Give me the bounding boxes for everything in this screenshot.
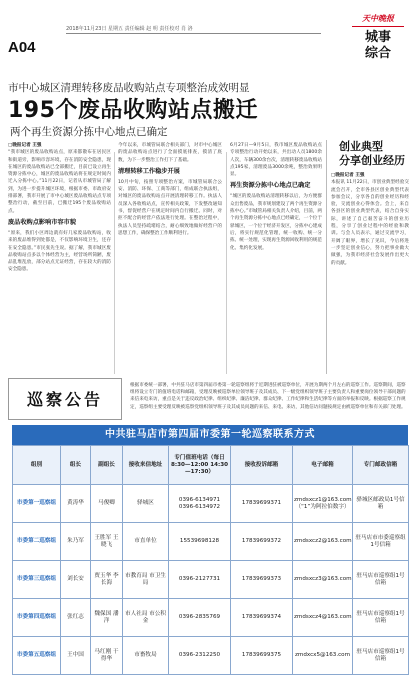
leader-cell: 朱乃军	[61, 523, 91, 561]
notice-title-box	[8, 378, 122, 420]
article-paragraph: 今年以来，市城管局联合相关部门，对市中心城区的废品收购站点进行了全面摸底排查，摸清了底数，为下一步整治工作打下了基础。	[118, 143, 222, 163]
logo-divider	[352, 26, 404, 27]
column-name-line2: 综合	[364, 46, 391, 61]
table-row	[13, 485, 409, 523]
header-info: 2018年11月23日 星期五 责任编辑 赵 明 责任校对 肖 洛	[66, 26, 193, 32]
email-cell[interactable]: zmdsxcz1@163.com（“1”为阿拉伯数字）	[293, 485, 353, 523]
address-cell: 市直单位	[123, 523, 169, 561]
column-header: 组长	[61, 446, 91, 485]
email-cell[interactable]: zmdsxcz2@163.com	[293, 523, 353, 561]
report-cell: 17839699375	[231, 637, 293, 675]
column-name-line1: 城事	[364, 30, 391, 45]
mailbox-cell: 驻马店市巡察组1号信箱	[353, 561, 409, 599]
column-header: 电子邮箱	[293, 446, 353, 485]
mailbox-cell: 驻马店市市委巡察组1号信箱	[353, 523, 409, 561]
report-cell: 17839699372	[231, 523, 293, 561]
logo-brand: 天中晚报	[362, 13, 394, 23]
notice-title: 巡察公告	[26, 390, 103, 409]
mailbox-cell: 驿城区邮政局1号信箱	[353, 485, 409, 523]
leader-cell: 黄涛华	[61, 485, 91, 523]
column-header: 接收投诉邮箱	[231, 446, 293, 485]
leader-cell: 张红志	[61, 599, 91, 637]
article-byline: □晚报记者 王强	[8, 143, 42, 148]
article-paragraph: “我市城区的废品收购站点，原来都散布在居民区和街道旁，影响市容环境，存在消防安全隐患，现在城区的废品收购站已全部搬迁，目前已设立再生资源分拣中心，城区的废品收购站将在规定时间内迁入分拣中心。”11月22日，记者从市城管局了解到，为进一步提升城区环境，根据市委、市政府安排部署，我市开展了市中心城区废品收购站点专项整治行动，截至目前，已搬迁195个废品收购站点。	[8, 150, 111, 214]
column-header: 专门值班电话（每日8:30—12:00 14:30—17:30）	[169, 446, 231, 485]
table-header-row	[13, 446, 409, 485]
section-heading: 清理转移工作稳步开展	[118, 167, 180, 175]
section-heading: 再生资源分拣中心地点已确定	[230, 182, 311, 190]
address-cell: 驿城区	[123, 485, 169, 523]
deputy-cell: 贾玉华 李长海	[91, 561, 123, 599]
deputy-cell: 王胜军 王晓飞	[91, 523, 123, 561]
group-cell: 市委第三巡察组	[13, 561, 61, 599]
side-article-body	[331, 172, 409, 374]
contact-table	[12, 445, 409, 675]
phone-cell: 0396-6134971 0396-6134972	[169, 485, 231, 523]
side-paragraph: 本报讯 11月22日，市创业典型经验交流会召开，全市各县区创业典型代表参加会议，分享各自的创业经历和经验，交流创业心得体会。会上，来自各县区的创业典型代表，结合自身实际，讲述了自己艰苦奋斗的创业历程，分享了创业过程中的经验和教训。与会人员表示，通过交流学习，开阔了眼界，增长了见识，今后将进一步坚定创业信心，努力把事业做大做强，为我市经济社会发展作出更大的贡献。	[331, 180, 409, 266]
column-divider	[226, 152, 227, 374]
table-row	[13, 561, 409, 599]
leader-cell: 刘长安	[61, 561, 91, 599]
address-cell: 市教育局 市卫生局	[123, 561, 169, 599]
article-paragraph: 10月中旬，按照专项整治方案，市城管局联合公安、消防、环保、工商等部门，组成联合执法组，对城区的废品收购站点开展清理转移工作。执法人员深入各收购站点，宣传相关政策，下发整改通知书，督促经营户在规定时间内自行搬迁。同时，对拒不配合的经营户依法进行处理。在整治过程中，执法人员坚持疏堵结合，耐心细致地做好经营户的思想工作，确保整治工作顺利进行。	[118, 179, 222, 236]
group-cell: 市委第四巡察组	[13, 599, 61, 637]
article-paragraph: 6月27日—9月5日，我市城区废品收购站点专项整治行动开始以来，共出动人员1800余人次，车辆300余台次，清理转移废品收购站点195家，清理废品3000余吨，整治效果明显。	[230, 143, 322, 178]
report-cell: 17839699371	[231, 485, 293, 523]
phone-cell: 15539698128	[169, 523, 231, 561]
article-paragraph: “城区的废品收购站清理转移以后，为方便群众出售废品，我市规划建设了两个再生资源分拣中心。”市城管局相关负责人介绍，目前，两个再生资源分拣中心地点已经确定，一个位于驿城区，一个位于经济开发区，分拣中心建成后，将实行规范化管理，统一收购、统一分拣、统一处理，实现再生资源回收利用的规范化、集约化发展。	[230, 194, 322, 251]
column-divider	[326, 140, 327, 374]
side-byline: □晚报记者 王强	[331, 173, 365, 178]
section-heading: 废品收购点影响市容市貌	[8, 218, 77, 226]
deputy-cell: 马俊卿	[91, 485, 123, 523]
article-column-3	[230, 142, 322, 374]
mailbox-cell: 驻马店市巡察组1号信箱	[353, 599, 409, 637]
table-row	[13, 637, 409, 675]
table-row	[13, 523, 409, 561]
email-cell[interactable]: zmdsxcz4@163.com	[293, 599, 353, 637]
column-header: 副组长	[91, 446, 123, 485]
notice-text: 根据市委统一部署，中共驻马店市第四届市委第一轮巡察组将于近期进驻被巡察单位，开展为期两个月左右的巡察工作。巡察期间，巡察组将设立专门的值班电话和邮箱，受理反映被巡察单位领导班子及其成员、下一级党组织领导班子主要负责人和重要岗位领导干部问题的来信来电来访，重点是关于违反政治纪律、组织纪律、廉洁纪律、群众纪律、工作纪律和生活纪律等方面的举报和反映。根据巡察工作规定，巡察组主要受理反映被巡察党组织领导班子及其成员问题的来信、来电、来访，其他信访问题按规定由被巡察单位和有关部门处理。	[130, 383, 406, 410]
column-header: 专门邮政信箱	[353, 446, 409, 485]
email-cell[interactable]: zmdxcx5@163.com	[293, 637, 353, 675]
address-cell: 市人社局 市公积金	[123, 599, 169, 637]
email-cell[interactable]: zmdsxcz3@163.com	[293, 561, 353, 599]
report-cell: 17839699374	[231, 599, 293, 637]
phone-cell: 0396-2127731	[169, 561, 231, 599]
side-title-line2: 分享创业经历	[339, 154, 405, 167]
leader-cell: 王中国	[61, 637, 91, 675]
group-cell: 市委第二巡察组	[13, 523, 61, 561]
headline: 195个废品收购站点搬迁	[8, 98, 258, 123]
page-number: A04	[8, 39, 36, 56]
address-cell: 市畜牧局	[123, 637, 169, 675]
column-header: 组别	[13, 446, 61, 485]
article-column-2	[118, 142, 222, 374]
group-cell: 市委第一巡察组	[13, 485, 61, 523]
mailbox-cell: 驻马店市巡察组1号信箱	[353, 637, 409, 675]
phone-cell: 0396-2312250	[169, 637, 231, 675]
kicker: 市中心城区清理转移废品收购站点专项整治成效明显	[8, 82, 250, 94]
side-article-title	[339, 140, 405, 168]
column-divider	[114, 152, 115, 374]
deputy-cell: 马红刚 干得华	[91, 637, 123, 675]
table-row	[13, 599, 409, 637]
phone-cell: 0396-2835769	[169, 599, 231, 637]
subhead: 两个再生资源分拣中心地点已确定	[10, 126, 168, 138]
group-cell: 市委第五巡察组	[13, 637, 61, 675]
article-column-1	[8, 142, 111, 374]
header-rule	[66, 33, 321, 34]
side-title-line1: 创业典型	[339, 140, 383, 153]
deputy-cell: 魏保国 潘 洋	[91, 599, 123, 637]
table-title: 中共驻马店市第四届市委第一轮巡察联系方式	[12, 425, 408, 445]
section-logo	[348, 13, 408, 83]
report-cell: 17839699373	[231, 561, 293, 599]
article-paragraph: “原来，我们小区周边就有好几家废品收购站，收来的废品堆得到处都是，不仅影响环境卫生，还存在安全隐患。”市民张先生说。据了解，我市城区废品收购站点多以个体经营为主，经营场所简陋，废品乱堆乱放，部分站点无证经营，存在较大的消防安全隐患。	[8, 230, 111, 273]
column-header: 接收来信地址	[123, 446, 169, 485]
